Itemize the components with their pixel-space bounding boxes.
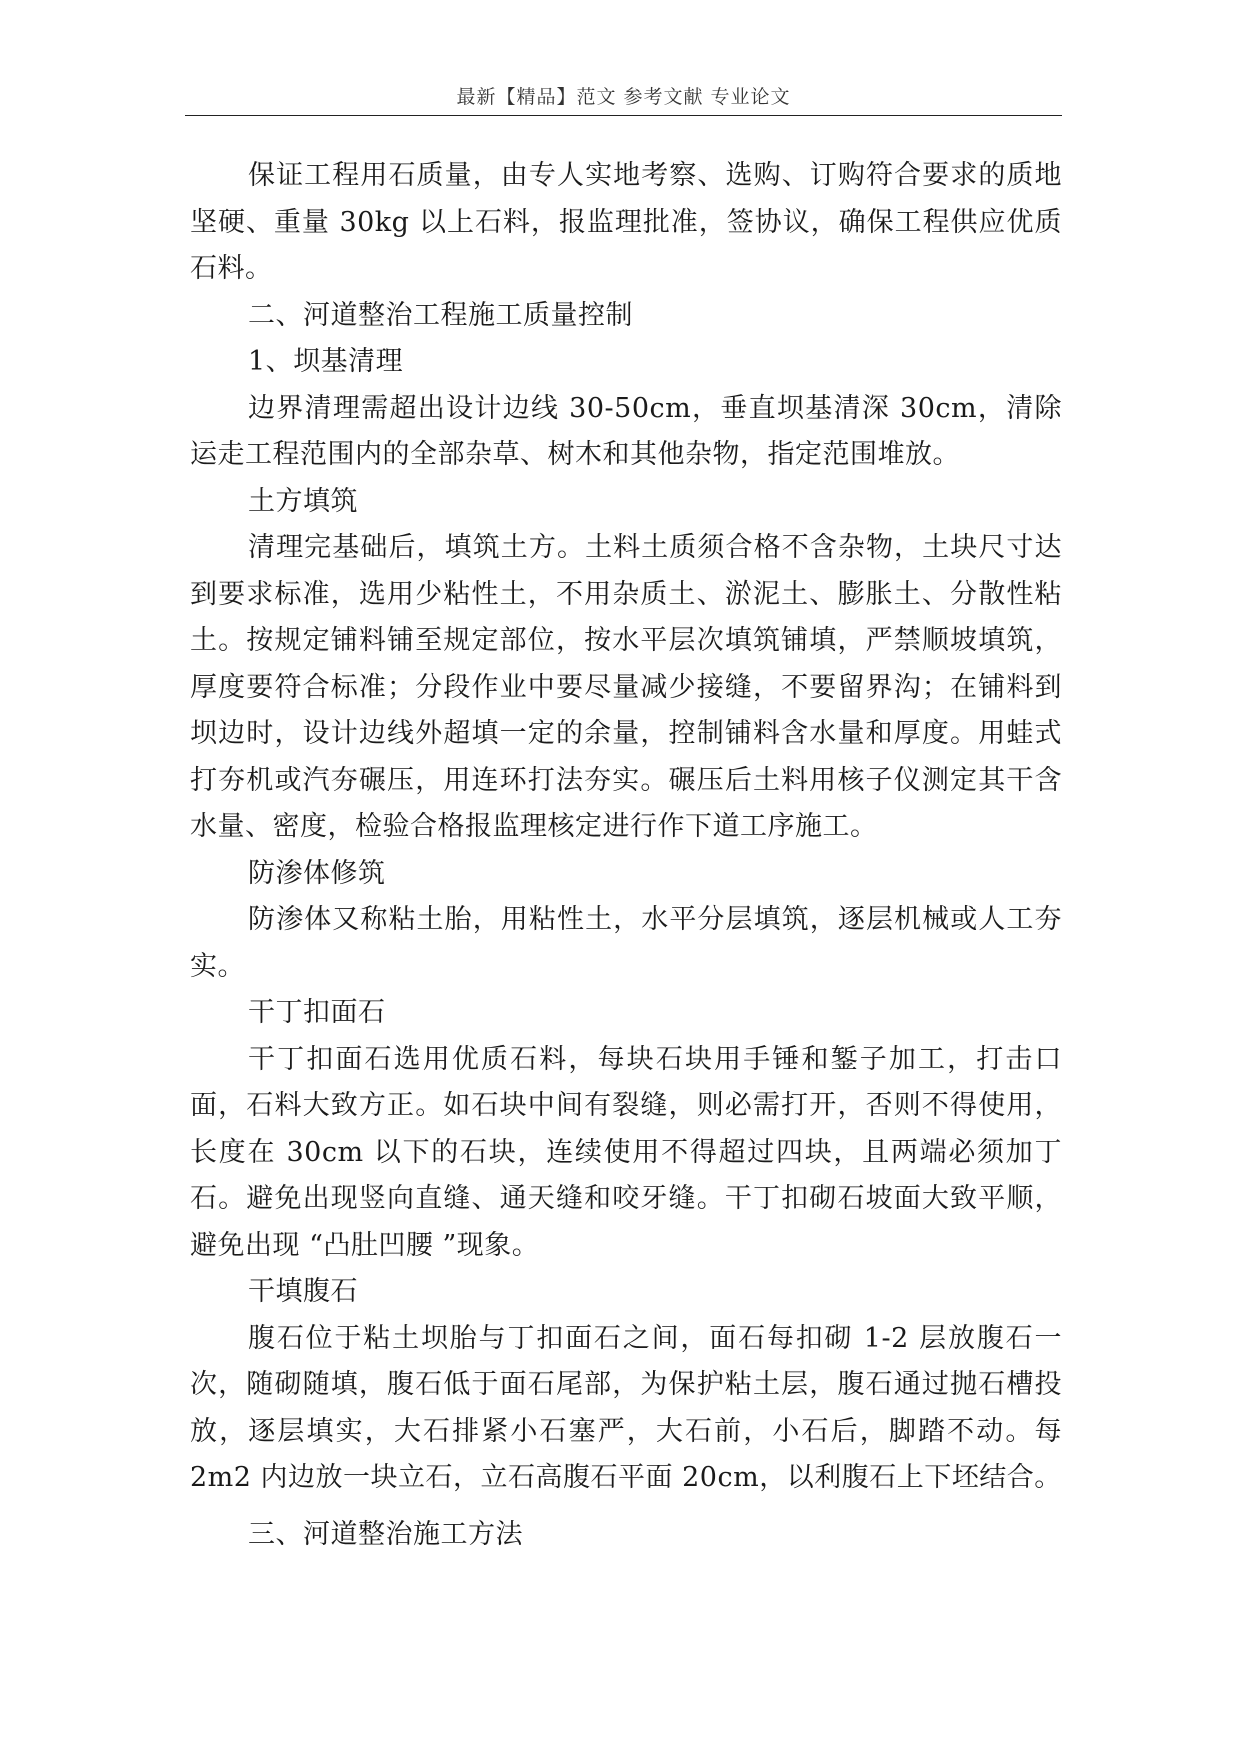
paragraph-seepage-body: 防渗体又称粘土胎，用粘性土，水平分层填筑，逐层机械或人工夯实。 [190, 904, 1062, 982]
page-header: 最新【精品】范文 参考文献 专业论文 [456, 86, 791, 108]
document-body [190, 153, 1062, 1558]
subheading-seepage-body: 防渗体修筑 [248, 857, 386, 889]
subheading-earth-filling: 土方填筑 [248, 485, 358, 517]
paragraph-earth-filling: 清理完基础后，填筑土方。土料土质须合格不含杂物，土块尺寸达到要求标准，选用少粘性土，不用杂质土、淤泥土、膨胀土、分散性粘土。按规定铺料铺至规定部位，按水平层次填筑铺填，严禁顺坡填筑，厚度要符合标准；分段作业中要尽量减少接缝，不要留界沟；在铺料到坝边时，设计边线外超填一定的余量，控制铺料含水量和厚度。用蛙式打夯机或汽夯碾压，用连环打法夯实。碾压后土料用核子仪测定其干含水量、密度，检验合格报监理核定进行作下道工序施工。 [190, 532, 1062, 842]
subheading-face-stone: 干丁扣面石 [248, 997, 386, 1028]
subheading-belly-stone: 干填腹石 [248, 1276, 358, 1307]
header-divider [185, 115, 1062, 116]
paragraph-stone-quality: 保证工程用石质量，由专人实地考察、选购、订购符合要求的质地坚硬、重量 30kg 以上石料，报监理批准，签协议，确保工程供应优质石料。 [190, 160, 1062, 284]
subheading-foundation-clearing: 1、坝基清理 [248, 346, 404, 377]
paragraph-belly-stone: 腹石位于粘土坝胎与丁扣面石之间，面石每扣砌 1-2 层放腹石一次，随砌随填，腹石低于面石尾部，为保护粘土层，腹石通过抛石槽投放，逐层填实，大石排紧小石塞严，大石前，小石后，脚踏不动。每 2m2 内边放一块立石，立石高腹石平面 20cm，以利腹石上下坯结合。 [190, 1322, 1062, 1493]
paragraph-face-stone: 干丁扣面石选用优质石料，每块石块用手锤和錾子加工，打击口面，石料大致方正。如石块中间有裂缝，则必需打开，否则不得使用，长度在 30cm 以下的石块，连续使用不得超过四块，且两端必须加丁石。避免出现竖向直缝、通天缝和咬牙缝。干丁扣砌石坡面大致平顺，避免出现 “凸肚凹腰 ”现象。 [190, 1043, 1062, 1261]
section-heading-construction-methods: 三、河道整治施工方法 [248, 1518, 523, 1550]
paragraph-foundation-clearing: 边界清理需超出设计边线 30-50cm，垂直坝基清深 30cm，清除运走工程范围内的全部杂草、树木和其他杂物，指定范围堆放。 [190, 392, 1062, 470]
section-heading-quality-control: 二、河道整治工程施工质量控制 [248, 299, 633, 331]
